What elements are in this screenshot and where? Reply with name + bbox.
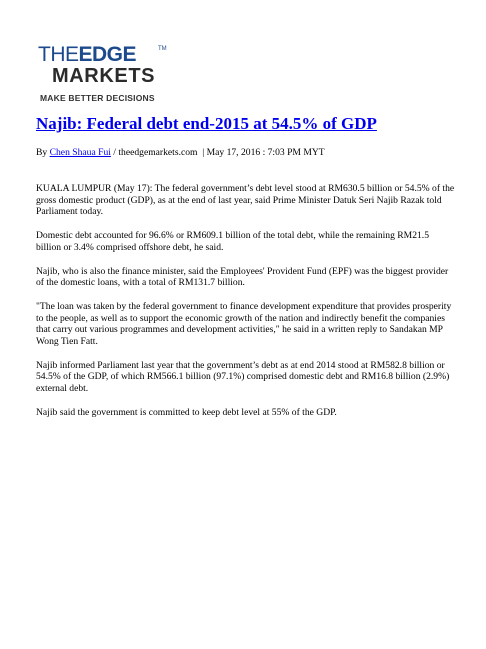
byline-source: / theedgemarkets.com (110, 147, 198, 158)
article-headline-link[interactable]: Najib: Federal debt end-2015 at 54.5% of GDP (36, 114, 377, 133)
article-paragraph: "The loan was taken by the federal government to finance development expenditure that provides prosperity to the people, as well as to support the economic growth of the nation and indirectly benefit the companies that carry out various programmes and development activities," he said in a written reply to Sandakan MP Wong Tien Fatt. (36, 300, 452, 348)
logo-trademark: TM (158, 46, 167, 52)
article-paragraph: KUALA LUMPUR (May 17): The federal government’s debt level stood at RM630.5 billion or 54.5% of the gross domestic product (GDP), as at the end of last year, said Prime Minister Datuk Seri Najib Razak told Parliament today. (36, 183, 455, 218)
logo-the-text: THE (38, 43, 79, 66)
article-byline (36, 147, 325, 158)
byline-separator: | (197, 147, 207, 158)
logo-wordmark-top (38, 44, 136, 65)
logo-markets-text: MARKETS (52, 65, 156, 87)
article-paragraph: Najib informed Parliament last year that the government’s debt as at end 2014 stood at RM582.8 billion or 54.5% of the GDP, of which RM566.1 billion (97.1%) comprised domestic debt and RM16.8 billion (2.9%) external debt. (36, 359, 450, 395)
article-paragraph: Najib, who is also the finance minister, said the Employees' Provident Fund (EPF) was the biggest provider of the domestic loans, with a total of RM131.7 billion. (36, 265, 449, 289)
article-body (36, 183, 456, 431)
article-paragraph: Najib said the government is committed to keep debt level at 55% of the GDP. (36, 406, 337, 418)
byline-prefix: By (36, 147, 50, 158)
logo-edge-text: EDGE (78, 43, 137, 66)
logo-tagline: MAKE BETTER DECISIONS (40, 93, 155, 103)
site-logo (38, 44, 178, 104)
byline-date: May 17, 2016 : 7:03 PM MYT (206, 147, 325, 158)
author-link[interactable]: Chen Shaua Fui (49, 147, 111, 158)
article-paragraph: Domestic debt accounted for 96.6% or RM609.1 billion of the total debt, while the remaining RM21.5 billion or 3.4% comprised offshore debt, he said. (36, 230, 430, 253)
